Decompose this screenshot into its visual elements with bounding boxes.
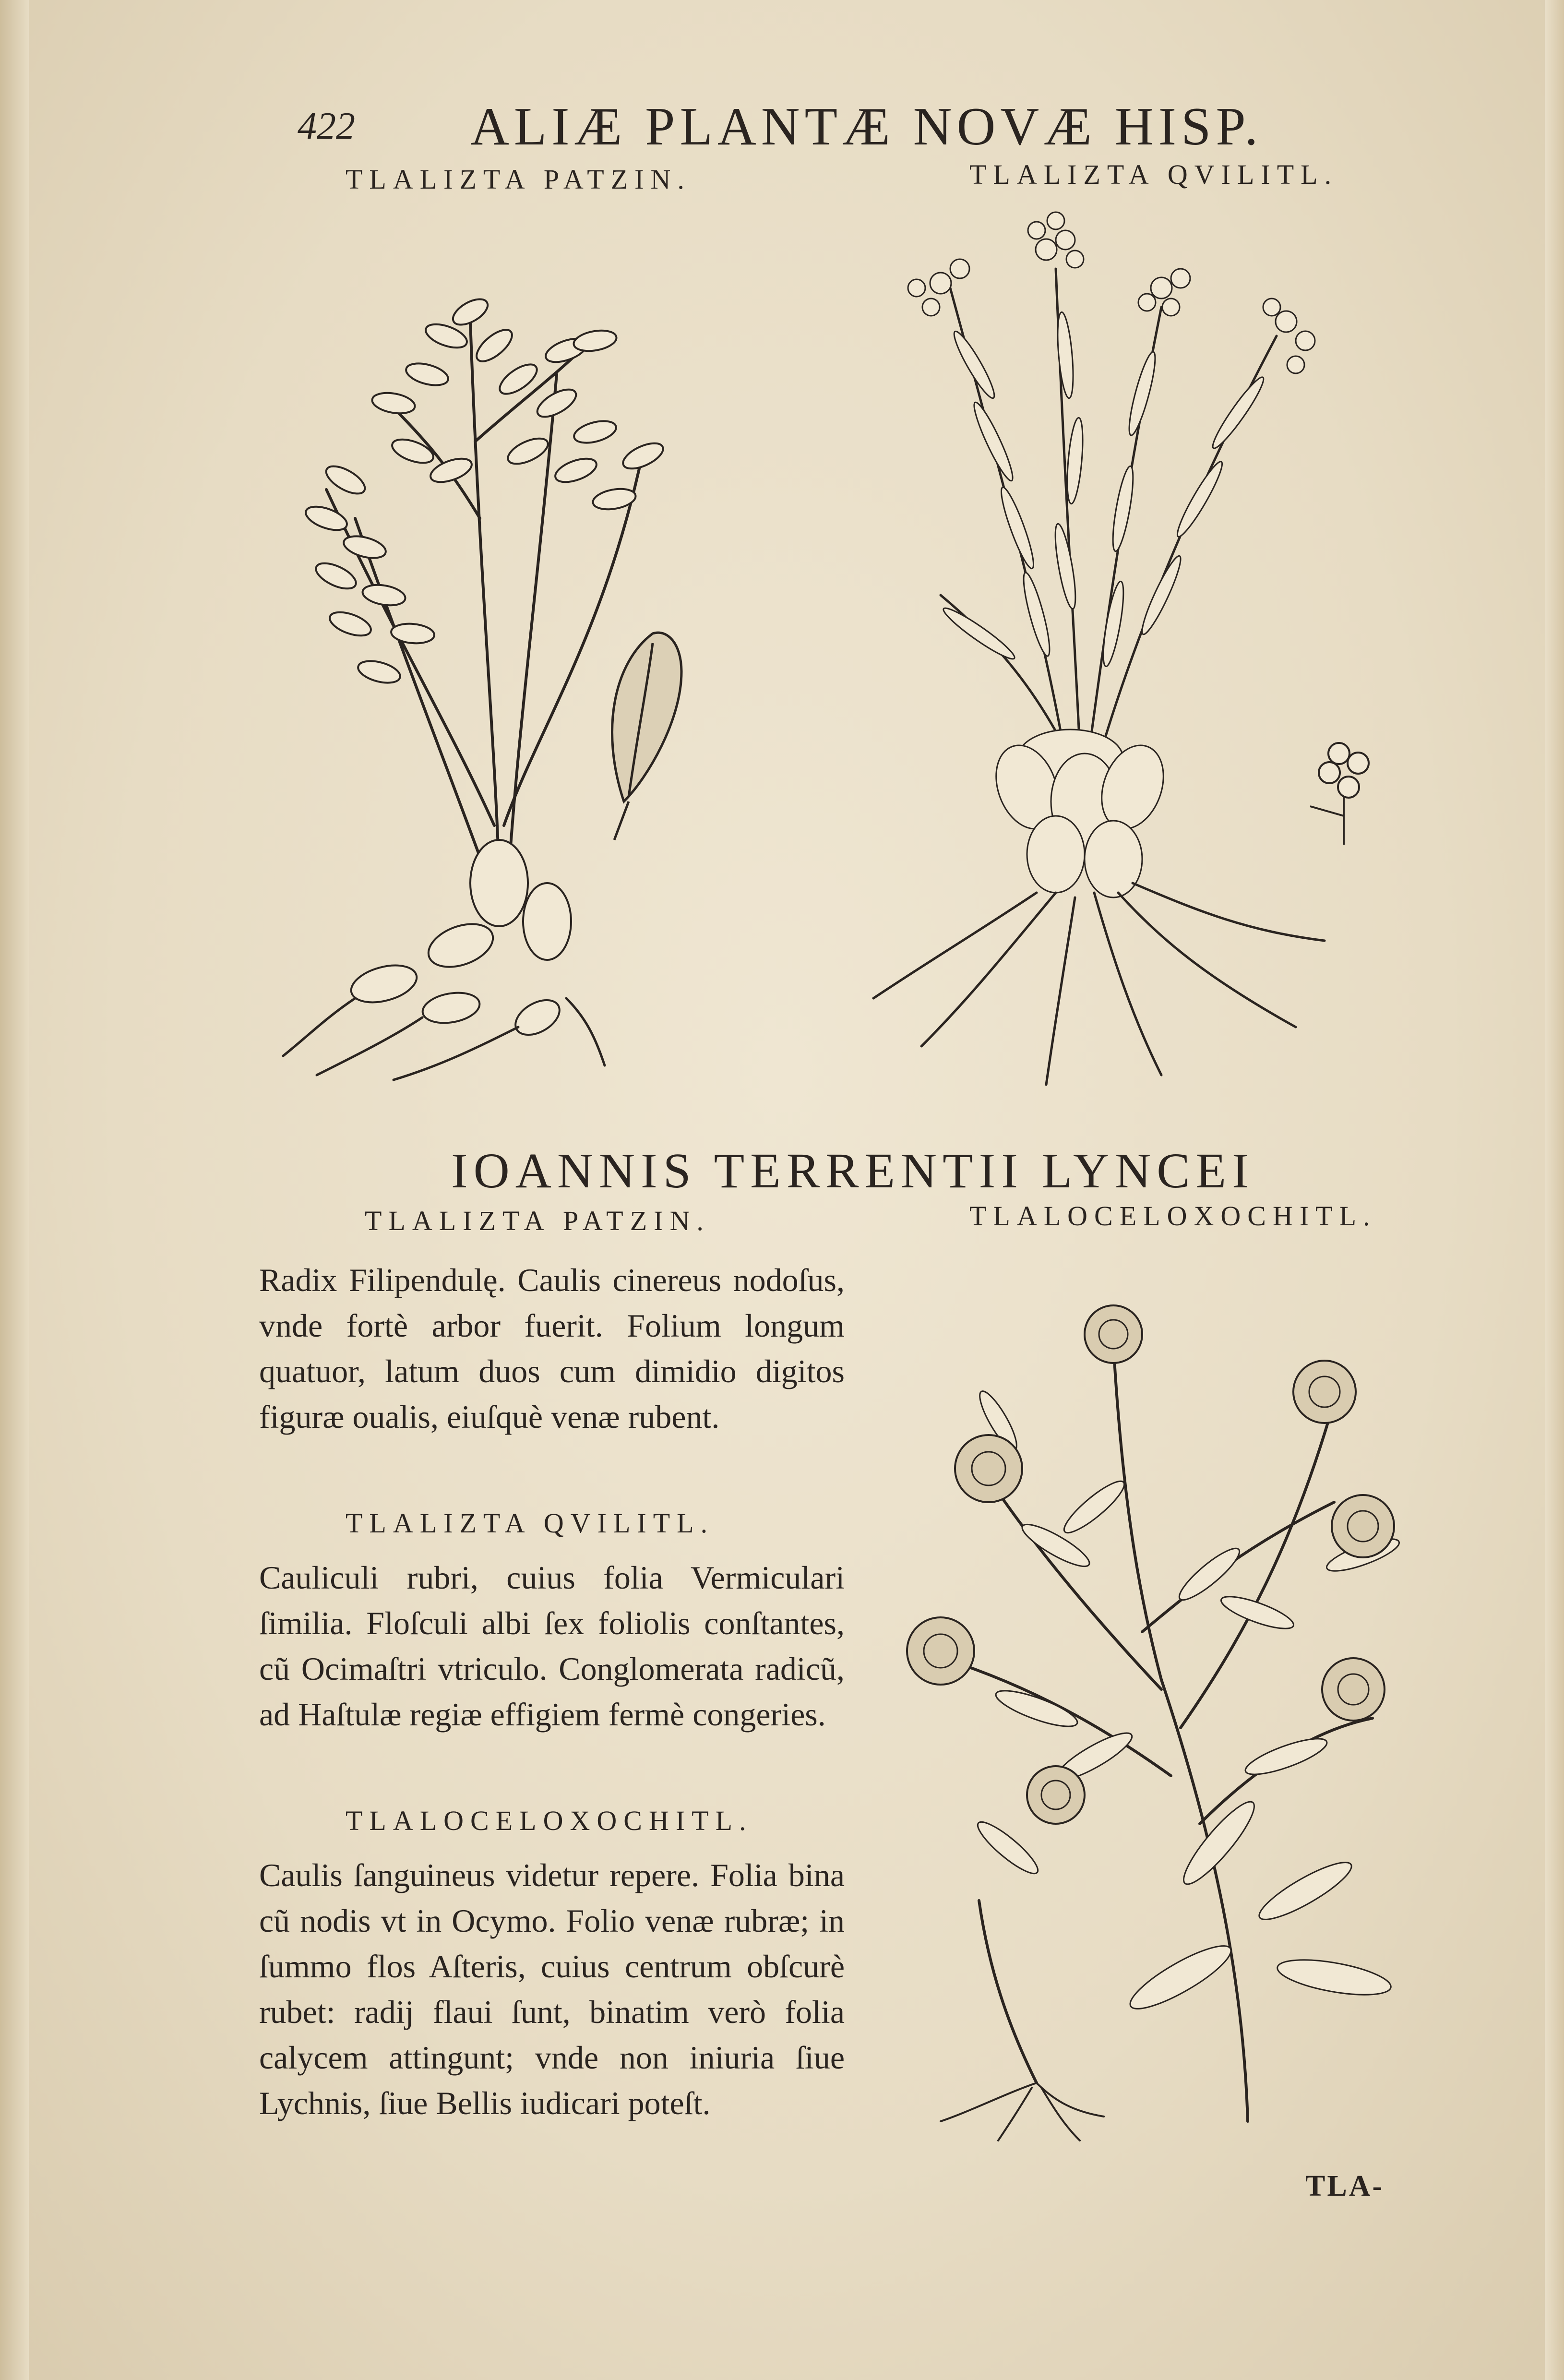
entry-paragraph: Cauliculi rubri, cuius folia Vermiculari ſimilia. Floſculi albi ſex foliolis conſtantes, cũ Ocimaſtri vtriculo. Conglomerata radicũ, ad Haſtulæ regiæ effigiem fermè congeries.	[259, 1559, 845, 1733]
entry-text-tlalizta-patzin	[259, 1257, 845, 1440]
entry-heading-tlaloceloxochitl: TLALOCELOXOCHITL.	[346, 1805, 753, 1836]
woodcut-tlalizta-qvilitl	[864, 211, 1382, 1113]
page-edge-shadow-right	[1545, 0, 1564, 2380]
caption-tlalizta-qvilitl-figure: TLALIZTA QVILITL.	[969, 159, 1338, 190]
woodcut-tlaloceloxochitl	[912, 1296, 1430, 2141]
page-number: 422	[298, 105, 355, 147]
caption-tlaloceloxochitl-figure: TLALOCELOXOCHITL.	[969, 1200, 1377, 1232]
entry-text-tlaloceloxochitl	[259, 1853, 845, 2126]
catchword: TLA-	[1305, 2170, 1385, 2202]
running-head-title: ALIÆ PLANTÆ NOVÆ HISP.	[470, 97, 1263, 156]
woodcut-tlalizta-patzin	[269, 250, 701, 1094]
entry-text-tlalizta-qvilitl	[259, 1555, 845, 1737]
entry-heading-tlalizta-qvilitl: TLALIZTA QVILITL.	[346, 1507, 715, 1539]
page-edge-shadow-left	[0, 0, 29, 2380]
entry-heading-tlalizta-patzin: TLALIZTA PATZIN.	[365, 1205, 710, 1236]
entry-paragraph: Caulis ſanguineus videtur repere. Folia bina cũ nodis vt in Ocymo. Folio venæ rubræ; in ſummo flos Aſteris, cuius centrum obſcurè rubet: radij flaui ſunt, binatim verò folia calycem attingunt; vnde non iniuria ſiue Lychnis, ſiue Bellis iudicari poteſt.	[259, 1857, 845, 2121]
entry-paragraph: Radix Filipendulę. Caulis cinereus nodoſus, vnde fortè arbor fuerit. Folium longum quatuor, latum duos cum dimidio digitos figuræ oualis, eiuſquè venæ rubent.	[259, 1262, 845, 1435]
caption-tlalizta-patzin-figure: TLALIZTA PATZIN.	[346, 164, 691, 195]
running-head	[298, 96, 1353, 158]
section-heading: IOANNIS TERRENTII LYNCEI	[451, 1143, 1254, 1198]
